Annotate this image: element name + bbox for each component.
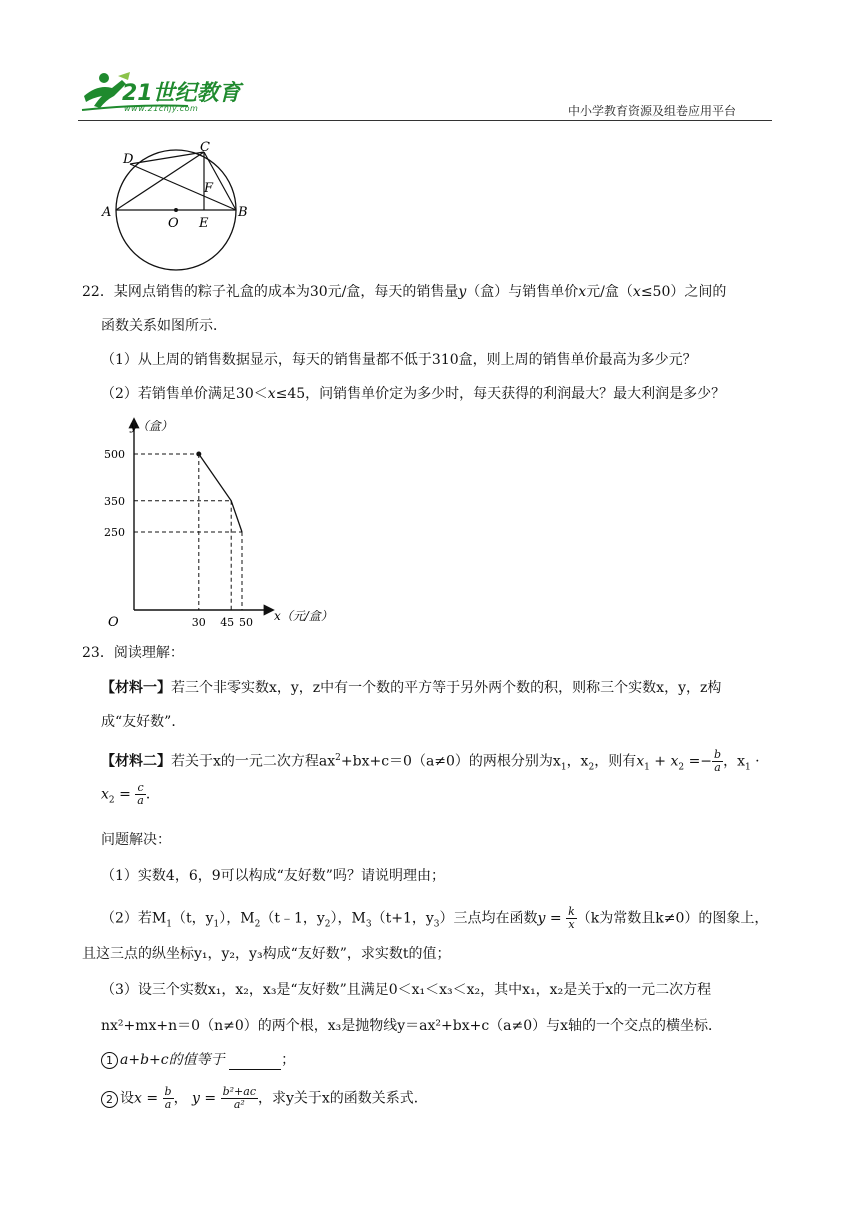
label-F: F — [204, 181, 214, 196]
circled-one-icon: 1 — [101, 1052, 118, 1069]
q23-title: 23．阅读理解： — [82, 645, 184, 661]
y-axis-label: y（盒） — [130, 419, 173, 433]
data-point-start — [196, 452, 201, 457]
platform-name: 中小学教育资源及组卷应用平台 — [567, 104, 736, 118]
q22-stem-line1: 22．某网点销售的粽子礼盒的成本为30元/盒，每天的销售量y（盒）与销售单价x元/盒（x≤50）之间的 — [82, 284, 727, 300]
circled-two-icon: 2 — [101, 1091, 118, 1108]
label-E: E — [199, 216, 209, 231]
q23-solve-label: 问题解决： — [101, 832, 171, 848]
label-D: D — [123, 152, 134, 167]
q23-part2-line2: 且这三点的纵坐标y₁，y₂，y₃构成“友好数”，求实数t的值； — [82, 946, 451, 962]
q23-material1-line2: 成“友好数”． — [101, 714, 186, 730]
circle-geometry-figure — [96, 136, 266, 272]
q23-part3-line2: nx²+mx+n＝0（n≠0）的两个根，x₃是抛物线y＝ax²+bx+c（a≠0）与x轴的一个交点的横坐标． — [101, 1018, 723, 1034]
x-tick-label: 50 — [239, 616, 253, 629]
q23-part3-line1: （3）设三个实数x₁，x₂，x₃是“友好数”且满足0＜x₁＜x₃＜x₂，其中x₁，x₂是关于x的一元二次方程 — [101, 982, 712, 998]
logo-url: www.21cnjy.com — [124, 104, 199, 113]
q23-part2: （2）若$M_1(t$，$y_1$），$M_2(t﹣1$，$y_2$），$M_3(t+1$，$y_3$）三点均在函数y = $\frac{k}{x}$ （k为常数且k≠0）的图象上， — [101, 905, 769, 931]
q23-material1: 【材料一】若三个非零实数x，y，z中有一个数的平方等于另外两个数的积，则称三个实数x，y，z构 — [101, 680, 722, 696]
x-tick-label: 30 — [191, 616, 206, 629]
q22-part1: （1）从上周的销售数据显示，每天的销售量都不低于310盒，则上周的销售单价最高为多少元？ — [101, 352, 697, 368]
q23-material2: 【材料二】若关于x的一元二次方程$ax^2+bx+c=0(a\ne 0)$的两根分别为$x_1$，$x_2$，则有$x_1 + x_2$ =− $\frac{b}{a}$ ，$x_1$ · — [101, 748, 760, 775]
y-tick-label: 250 — [104, 526, 125, 539]
y-tick-label: 500 — [104, 448, 125, 461]
origin-label: O — [108, 615, 119, 630]
q22-part2: （2）若销售单价满足30＜x≤45，问销售单价定为多少时，每天获得的利润最大？最大利润是多少？ — [101, 386, 726, 402]
label-O: O — [168, 216, 179, 231]
y-tick-label: 350 — [104, 494, 125, 508]
q22-stem-line2: 函数关系如图所示． — [101, 318, 227, 334]
q23-material2-line2: $x_2$ = $\frac{c}{a}$ ． — [101, 781, 160, 807]
data-line — [199, 454, 242, 532]
label-B: B — [238, 205, 248, 220]
header-divider — [78, 120, 772, 121]
logo-text: 21世纪教育 — [122, 81, 241, 106]
label-C: C — [200, 140, 210, 155]
q23-part1: （1）实数4，6，9可以构成“友好数”吗？请说明理由； — [101, 868, 445, 884]
sales-function-chart — [96, 412, 346, 634]
x-tick-label: 45 — [220, 616, 235, 629]
q23-sub2: 2 设x = $\frac{b}{a}$ ， y = $\frac{\text{b²+ac}}{\text{a²}}$ ，求y关于x的函数关系式． — [101, 1086, 428, 1111]
label-A: A — [102, 205, 112, 220]
x-axis-label: x（元/盒） — [274, 609, 333, 623]
q23-sub1: 1 a+b+c的值等于 ； — [101, 1050, 295, 1070]
answer-blank[interactable] — [229, 1055, 281, 1070]
